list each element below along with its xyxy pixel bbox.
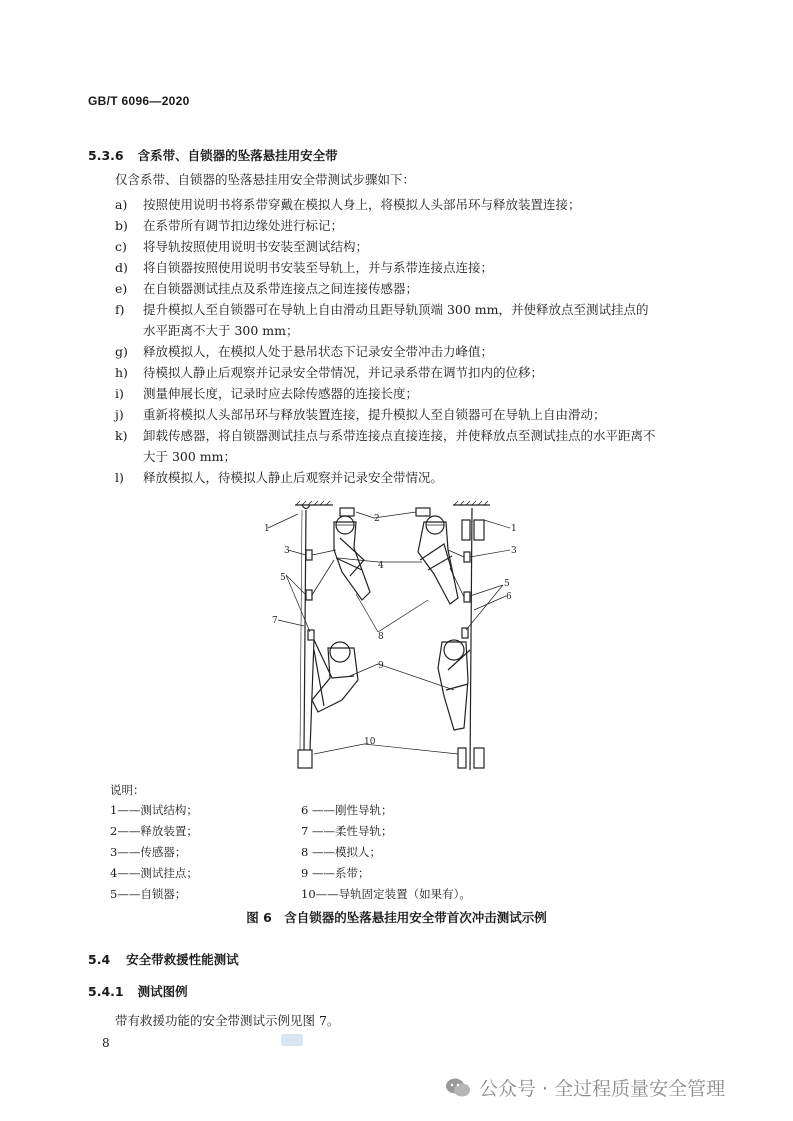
release-device-right — [416, 508, 430, 516]
ceiling-hatch-left — [296, 501, 330, 505]
step-item: h) 待模拟人静止后观察并记录安全带情况，并记录系带在调节扣内的位移； — [115, 365, 544, 380]
page-number: 8 — [102, 1036, 110, 1050]
standard-code: GB/T 6096—2020 — [88, 94, 190, 108]
callout-label: 5 — [504, 579, 510, 589]
fixing-block-left-bottom — [298, 750, 312, 768]
dummy-head-right-lower — [444, 640, 464, 660]
stamp-mark — [281, 1034, 303, 1046]
fall-arrester-right-lower — [462, 628, 468, 638]
release-device-left — [340, 508, 354, 516]
fixing-block-right-top-b — [474, 520, 484, 540]
callout-label: 3 — [284, 546, 290, 556]
callout-label: 6 — [506, 592, 512, 602]
callout-label: 9 — [378, 661, 384, 671]
legend-item: 2——释放装置； — [110, 824, 198, 838]
figure-6-diagram — [258, 500, 528, 775]
step-item: b) 在系带所有调节扣边缘处进行标记； — [115, 218, 344, 233]
section-heading-5-3-6 — [88, 146, 338, 164]
section-intro: 仅含系带、自锁器的坠落悬挂用安全带测试步骤如下： — [115, 172, 416, 187]
fall-arrester-left-2 — [308, 630, 314, 640]
section-text: 带有救援功能的安全带测试示例见图 7。 — [115, 1013, 340, 1028]
fixing-block-right-bottom-a — [458, 748, 466, 768]
step-item: c) 将导轨按照使用说明书安装至测试结构； — [115, 239, 369, 254]
ceiling-hatch-right — [454, 501, 488, 505]
wechat-icon — [445, 1077, 471, 1099]
legend-item: 7 ——柔性导轨； — [301, 824, 393, 838]
legend-item: 5——自锁器； — [110, 887, 187, 901]
callout-label: 4 — [378, 561, 384, 571]
section-heading-5-4-1 — [88, 982, 188, 1000]
rope-left-lower — [310, 640, 314, 750]
section-title: 安全带救援性能测试 — [126, 952, 239, 967]
callout-label: 8 — [378, 632, 384, 642]
callout-label: 7 — [272, 616, 278, 626]
legend-item: 6 ——刚性导轨； — [301, 803, 393, 817]
legend-item: 10——导轨固定装置（如果有）。 — [301, 887, 471, 901]
sensor-left — [306, 550, 312, 560]
dummy-head-left-lower — [330, 642, 350, 662]
step-continuation: 水平距离不大于 300 mm； — [143, 323, 299, 338]
section-title: 测试图例 — [137, 984, 188, 999]
step-item: e) 在自锁器测试挂点及系带连接点之间连接传感器； — [115, 281, 419, 296]
legend-title: 说明： — [110, 783, 145, 797]
watermark-text: 公众号 · 全过程质量安全管理 — [479, 1078, 726, 1100]
step-item: j) 重新将模拟人头部吊环与释放装置连接，提升模拟人至自锁器可在导轨上自由滑动； — [115, 407, 606, 422]
harness-left-lower — [314, 640, 354, 706]
section-title: 含系带、自锁器的坠落悬挂用安全带 — [137, 148, 338, 163]
step-continuation: 大于 300 mm； — [143, 449, 237, 464]
figure-caption: 图 6 含自锁器的坠落悬挂用安全带首次冲击测试示例 — [246, 910, 547, 925]
section-number: 5.4 — [88, 952, 111, 967]
legend-item: 1——测试结构； — [110, 803, 198, 817]
step-item: i) 测量伸展长度，记录时应去除传感器的连接长度； — [115, 386, 419, 401]
step-item: l) 释放模拟人，待模拟人静止后观察并记录安全带情况。 — [115, 470, 444, 485]
legend-item: 4——测试挂点； — [110, 866, 198, 880]
callout-label: 5 — [280, 573, 286, 583]
callout-label: 3 — [511, 546, 517, 556]
callout-label: 1 — [511, 524, 517, 534]
step-item: g) 释放模拟人，在模拟人处于悬吊状态下记录安全带冲击力峰值； — [115, 344, 494, 359]
rail-right — [470, 508, 472, 770]
watermark — [445, 1074, 725, 1101]
dummy-body-right — [418, 522, 458, 604]
callout-label: 2 — [374, 514, 380, 524]
step-item: f) 提升模拟人至自锁器可在导轨上自由滑动且距导轨顶端 300 mm，并使释放点至测试挂点的 — [115, 302, 649, 317]
legend-item: 3——传感器； — [110, 845, 187, 859]
callout-label: 10 — [364, 737, 376, 747]
rail-left-inner — [300, 510, 302, 750]
section-number: 5.4.1 — [88, 984, 124, 999]
fall-arrester-right — [464, 592, 470, 602]
legend-item: 9 ——系带； — [301, 866, 370, 880]
rail-left-top — [304, 510, 306, 750]
step-item: k) 卸载传感器，将自锁器测试挂点与系带连接点直接连接，并使释放点至测试挂点的水平距离不 — [115, 428, 656, 443]
section-number: 5.3.6 — [88, 148, 124, 163]
section-heading-5-4 — [88, 950, 239, 968]
fixing-block-right-bottom-b — [474, 748, 484, 768]
harness-left — [336, 538, 364, 576]
sensor-right — [464, 552, 470, 562]
step-item: a) 按照使用说明书将系带穿戴在模拟人身上，将模拟人头部吊环与释放装置连接； — [115, 197, 581, 212]
step-item: d) 将自锁器按照使用说明书安装至导轨上，并与系带连接点连接； — [115, 260, 494, 275]
fall-arrester-left — [306, 590, 312, 600]
callout-label: 1 — [264, 524, 270, 534]
fixing-block-right-top-a — [462, 520, 470, 540]
legend-item: 8 ——模拟人； — [301, 845, 381, 859]
